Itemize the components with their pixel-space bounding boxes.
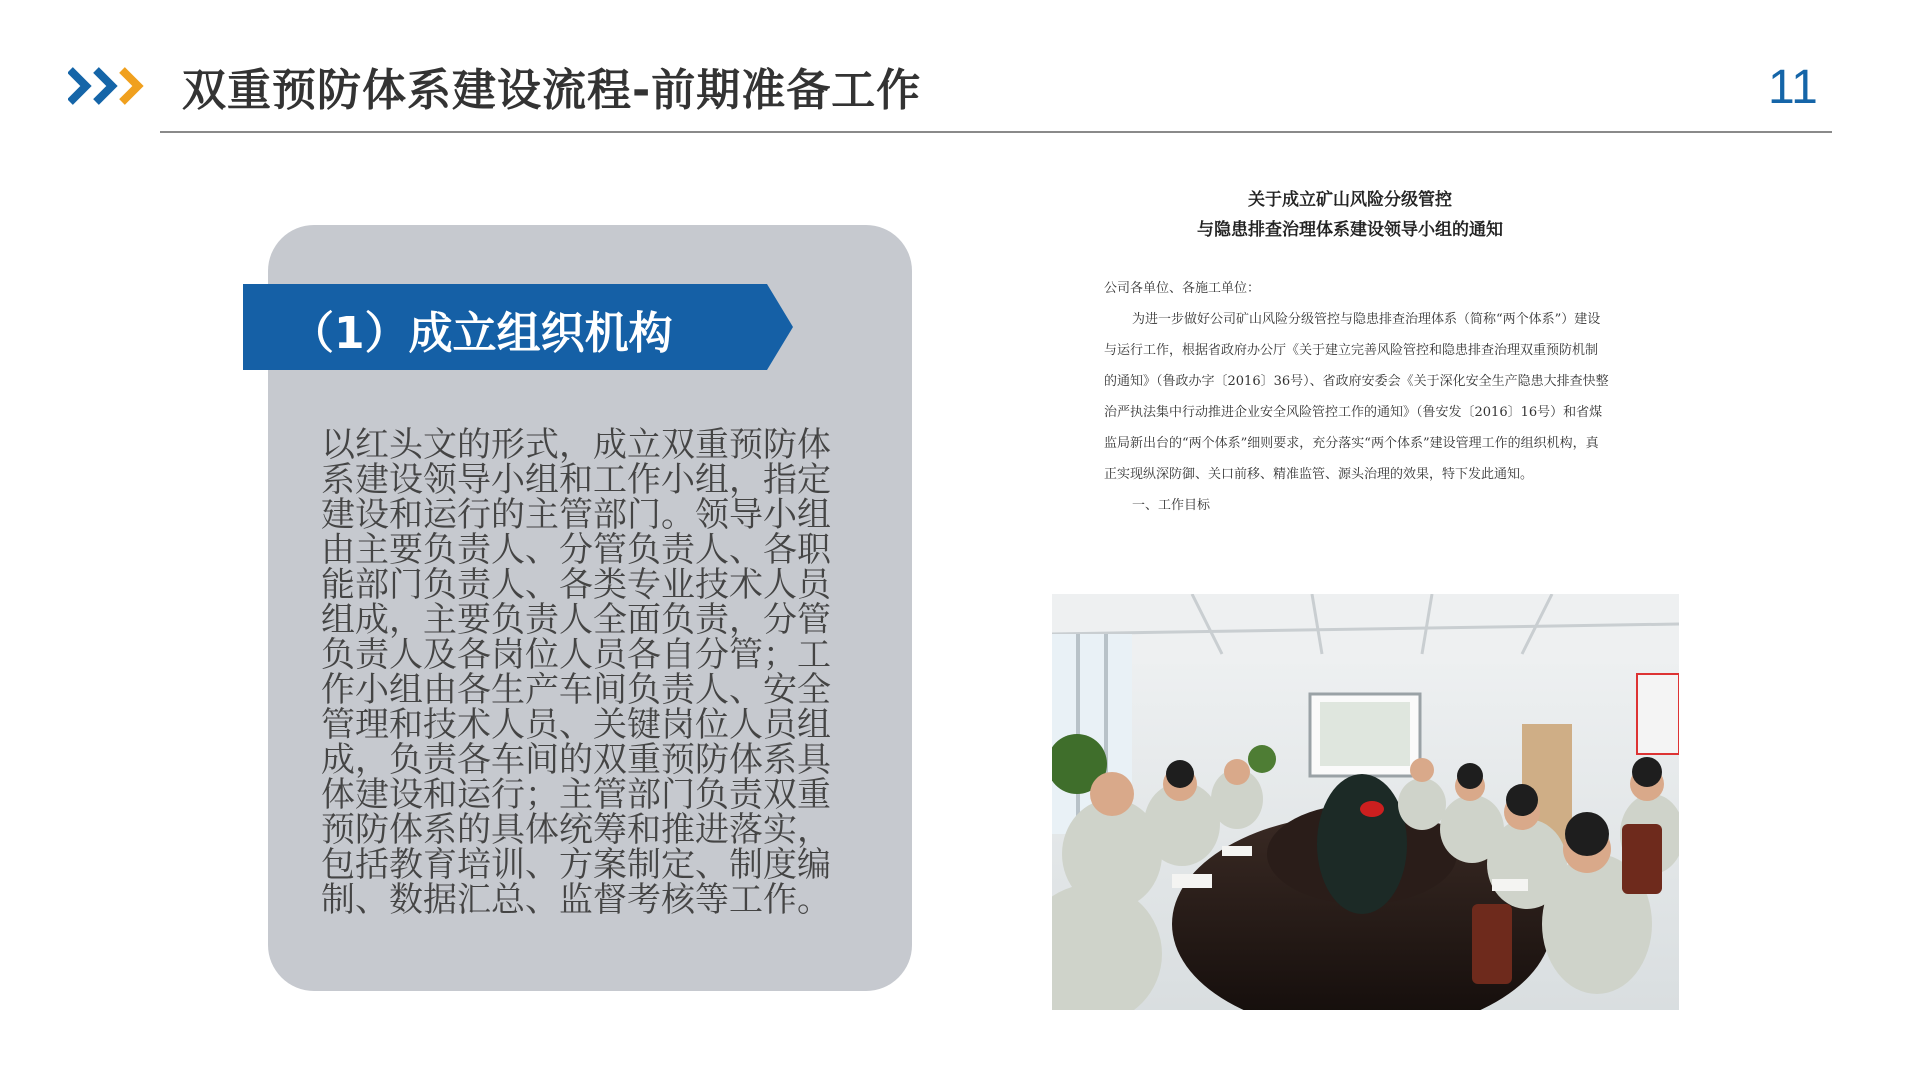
notice-document-image: [1080, 185, 1620, 565]
document-paragraph: 为进一步做好公司矿山风险分级管控与隐患排查治理体系（简称“两个体系”）建设与运行工作，根据省政府办公厅《关于建立完善风险管控和隐患排查治理双重预防机制的通知》（鲁政办字〔2016〕36号）、省政府安委会《关于深化安全生产隐患大排查快整治严执法集中行动推进企业安全风险管控工作的通知》（鲁安发〔2016〕16号）和省煤监局新出台的“两个体系”细则要求，充分落实“两个体系”建设管理工作的组织机构，真正实现纵深防御、关口前移、精准监管、源头治理的效果，特下发此通知。: [1104, 312, 1609, 482]
document-section-heading: 一、工作目标: [1132, 498, 1211, 513]
document-title-line-1: 关于成立矿山风险分级管控: [1248, 190, 1452, 210]
chevrons-icon: [68, 66, 158, 106]
page-number: 11: [1768, 61, 1818, 114]
header-divider: [160, 131, 1832, 133]
card-body-text: 以红头文的形式，成立双重预防体系建设领导小组和工作小组，指定建设和运行的主管部门。领导小组由主要负责人、分管负责人、各职能部门负责人、各类专业技术人员组成，主要负责人全面负责，分管负责人及各岗位人员各自分管；工作小组由各生产车间负责人、安全管理和技术人员、关键岗位人员组成，负责各车间的双重预防体系具体建设和运行；主管部门负责双重预防体系的具体统筹和推进落实，包括教育培训、方案制定、制度编制、数据汇总、监督考核等工作。: [321, 425, 831, 920]
meeting-photo: [1052, 594, 1679, 1010]
document-title-line-2: 与隐患排查治理体系建设领导小组的通知: [1197, 220, 1503, 240]
page-title: 双重预防体系建设流程-前期准备工作: [182, 65, 922, 116]
card-heading: （1）成立组织机构: [290, 308, 673, 359]
document-salutation: 公司各单位、各施工单位：: [1104, 281, 1261, 296]
